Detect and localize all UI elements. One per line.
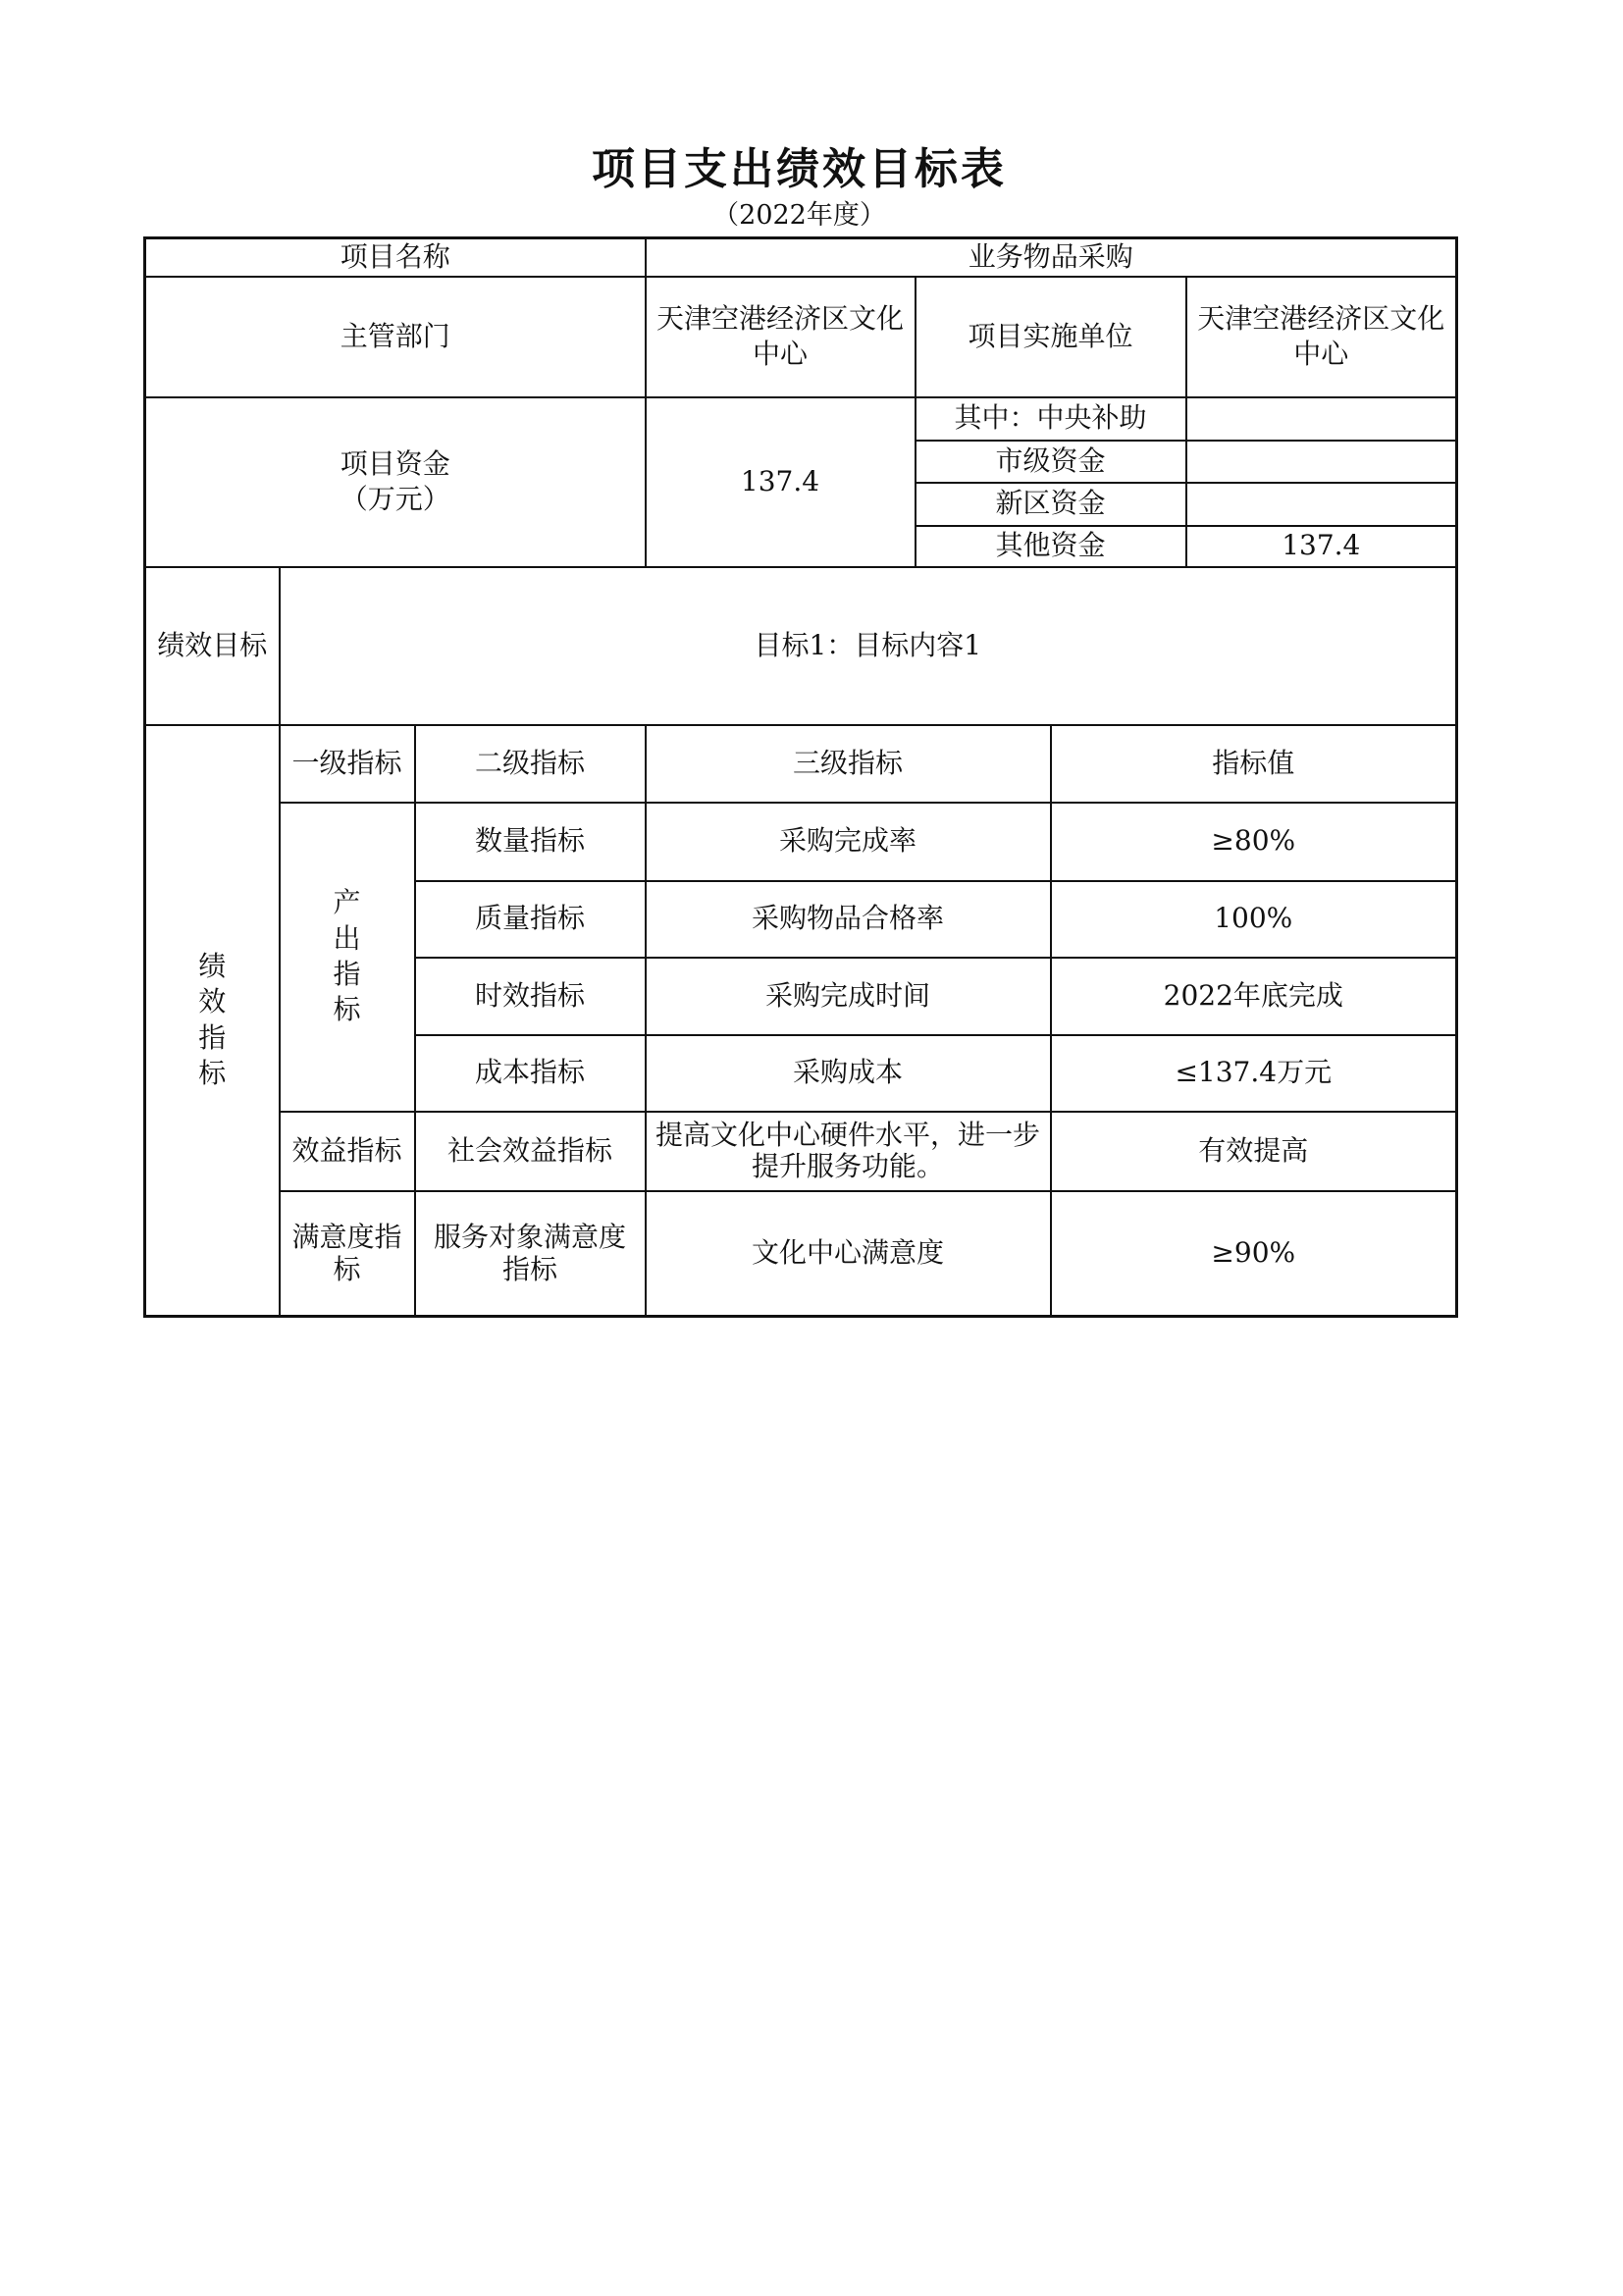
indicator-header-row [145, 725, 1457, 803]
header-level1: 一级指标 [280, 725, 415, 803]
department-label: 主管部门 [145, 277, 646, 397]
page-title: 项目支出绩效目标表 [592, 144, 1007, 194]
implementing-unit-label: 项目实施单位 [916, 277, 1186, 397]
funding-city-label: 市级资金 [916, 441, 1186, 483]
goal-row [145, 567, 1457, 725]
benefit-level3: 提高文化中心硬件水平，进一步提升服务功能。 [646, 1112, 1051, 1191]
funding-central-value [1186, 397, 1457, 441]
project-name-value: 业务物品采购 [646, 238, 1457, 277]
funding-city-value [1186, 441, 1457, 483]
satisfaction-level2: 服务对象满意度指标 [415, 1191, 646, 1317]
indicator-row [145, 803, 1457, 881]
indicator-level2: 质量指标 [415, 881, 646, 958]
funding-row [145, 397, 1457, 441]
indicator-level3: 采购物品合格率 [646, 881, 1051, 958]
satisfaction-row [145, 1191, 1457, 1317]
department-row [145, 277, 1457, 397]
indicators-label-cell [145, 725, 280, 1317]
indicator-level3: 采购完成率 [646, 803, 1051, 881]
project-name-row [145, 238, 1457, 277]
funding-district-value [1186, 483, 1457, 526]
performance-target-table [143, 236, 1458, 1318]
funding-district-label: 新区资金 [916, 483, 1186, 526]
project-name-label: 项目名称 [145, 238, 646, 277]
funding-central-label: 其中：中央补助 [916, 397, 1186, 441]
indicator-level2: 数量指标 [415, 803, 646, 881]
satisfaction-level1: 满意度指标 [280, 1191, 415, 1317]
funding-other-label: 其他资金 [916, 526, 1186, 567]
indicator-value: 2022年底完成 [1051, 958, 1457, 1035]
satisfaction-value: ≥90% [1051, 1191, 1457, 1317]
benefit-level1: 效益指标 [280, 1112, 415, 1191]
output-label-cell [280, 803, 415, 1112]
header-level2: 二级指标 [415, 725, 646, 803]
indicator-value: 100% [1051, 881, 1457, 958]
funding-total: 137.4 [646, 397, 916, 567]
satisfaction-level3: 文化中心满意度 [646, 1191, 1051, 1317]
implementing-unit-value: 天津空港经济区文化中心 [1186, 277, 1457, 397]
funding-label: 项目资金 [340, 446, 450, 480]
benefit-value: 有效提高 [1051, 1112, 1457, 1191]
indicator-value: ≥80% [1051, 803, 1457, 881]
benefit-level2: 社会效益指标 [415, 1112, 646, 1191]
header-value: 指标值 [1051, 725, 1457, 803]
indicator-level2: 成本指标 [415, 1035, 646, 1112]
department-value: 天津空港经济区文化中心 [646, 277, 916, 397]
page-subtitle: （2022年度） [712, 200, 886, 231]
funding-unit: （万元） [340, 483, 450, 515]
benefit-row [145, 1112, 1457, 1191]
funding-label-cell [145, 397, 646, 567]
indicator-level3: 采购成本 [646, 1035, 1051, 1112]
header-level3: 三级指标 [646, 725, 1051, 803]
indicators-label: 绩效指标 [198, 949, 227, 1090]
indicator-level3: 采购完成时间 [646, 958, 1051, 1035]
output-label: 产出指标 [333, 886, 361, 1026]
goal-label: 绩效目标 [145, 567, 280, 725]
goal-content: 目标1：目标内容1 [280, 567, 1457, 725]
funding-other-value: 137.4 [1186, 526, 1457, 567]
indicator-value: ≤137.4万元 [1051, 1035, 1457, 1112]
indicator-level2: 时效指标 [415, 958, 646, 1035]
